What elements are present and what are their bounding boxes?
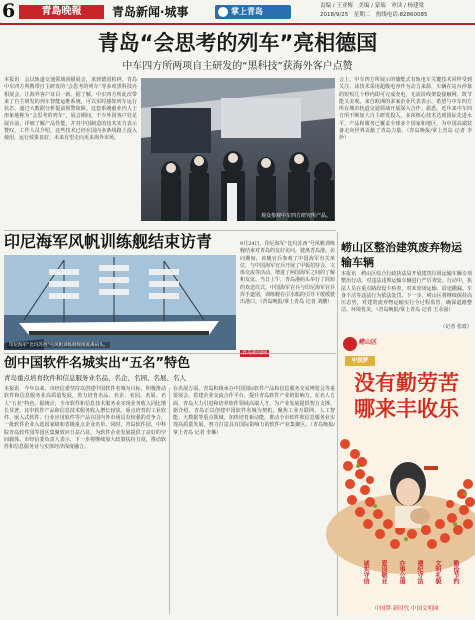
slogan-5: 文明礼貌 [434, 560, 441, 584]
slogan-3: 办事公道 [398, 560, 405, 584]
section-title: 青岛新闻·城事 [112, 5, 189, 19]
laoshan-body: 本报讯 崂山区综合行政执法局开展建筑垃圾运输车辆专项整治行动，对违法违规运输车辆进行严厉查处。行动中，执法人员在重点路段设卡检查，对未密闭运输、沿途撒漏、车身不洁等违法行为依法处罚。下一步，崂山区将继续保持高压态势，对建筑废弃物运输实行全过程监管，确保道路整洁、环境优美。（青岛晚报/掌上青岛 记者 王永强） [341, 271, 472, 314]
header-rule [0, 23, 475, 25]
navy-body: 9月24日，印尼海军“比玛苏西”号风帆训练舰结束对青岛的友好访问，驶离青岛港。访问期间，该舰官兵参观了中国海军有关单位，与中国海军官兵开展了甲板招待会、文体交流等活动，增进了两国海军之间的了解和友谊。当日上午，青岛港码头举行了简短的欢送仪式，中国海军官兵与印尼海军官兵挥手道别，训练舰在引水船的引导下缓缓驶出港口。（青岛晚报/掌上青岛 记者 刘鹏） [240, 241, 336, 306]
app-logo-icon [218, 7, 228, 17]
slogan-1: 诚实守信 [362, 560, 369, 584]
laoshan-credit: （记者 张政） [440, 324, 472, 330]
slogan-4: 遵纪守法 [416, 560, 423, 584]
poster-bottom-brand: 中国梦·新时代 中国文明网 [374, 606, 439, 612]
lead-photo-caption: 观众参观中车四方研究所产品。 [260, 213, 331, 219]
lead-body-left: 本报讯 会以轨道交通领域顶级展会，来到德国柏林。青岛中车四方所携带自主研发的“会思考的列车”等多项黑科技亮相展会，让海外客户耳目一新。据了解，中车四方所此次带来了自主研发的列车智能运维系统，可以实时感知列车运行状态，通过大数据分析提前预警故障。这套系统被业内人士形象地称为“会思考的列车”。展会期间，不少外国客户驻足展台前，详细了解产品性能，并对中国制造的技术实力表示赞叹。工作人员介绍，这些技术已经在国内多条线路上投入使用，运行效果良好，未来有望走向更多海外市场。 [4, 77, 137, 142]
laoshan-title: 崂山区整治建筑废弃物运输车辆 [341, 241, 462, 269]
civilization-poster [340, 334, 473, 616]
lead-subtitle: 中车四方所两项自主研发的“黑科技”获海外客户点赞 [122, 61, 353, 72]
software-body-right: 在名展方面，青岛积极承办中国国际软件产品和信息服务交易博览会等重要展会，搭建企业交流合作平台，提升青岛软件产业的影响力。在名人方面，青岛大力引进和培养软件领域高端人才，为产业发展提供智力支撑。据介绍，青岛正以创建中国软件名城为契机，聚焦工业互联网、人工智能、大数据等重点领域，加快培育新动能，推动全市软件和信息服务业实现高质量发展，努力打造具有国际影响力的软件产业集聚区。（青岛晚报/掌上青岛 记者 李琳） [173, 386, 335, 436]
navy-credit [240, 339, 335, 347]
navy-title: 印尼海军风帆训练舰结束访青 [4, 232, 213, 251]
software-title: 创中国软件名城实出“五名”特色 [4, 356, 191, 371]
app-badge-label: 掌上青岛 [231, 7, 263, 16]
software-subtitle: 青岛重点培育软件和信息服务业名品、名企、名园、名展、名人 [4, 374, 186, 382]
lead-bottom-rule [4, 230, 336, 231]
poster-title-line1: 没有勤劳苦 [354, 371, 459, 395]
lead-photo [141, 78, 335, 221]
poster-logo: 崂山区 [359, 339, 378, 346]
editor-line: 责编 / 王亚梅 美编 / 蒙瑞 审读 / 杨建梁 [320, 3, 425, 9]
slogan-2: 爱岗敬业 [380, 560, 387, 584]
poster-badge: 中国梦 [345, 356, 375, 366]
navy-photo [4, 255, 236, 350]
slogan-6: 勤俭节约 [452, 560, 459, 584]
lead-body-right: 会上，中车四方所展示的储能式有轨电车关键技术同样受到关注。该技术采用超级电容作为动力来源，车辆在站台停靠的短短几十秒内即可完成充电，无需沿线架设接触网，既节能又美观。来自欧洲的多家企业代表表示，希望与中车四方所在城市轨道交通领域开展深入合作。据悉，近年来中车四方所不断加大自主研发投入，多项核心技术达到国际先进水平，产品和服务已覆盖全球多个国家和地区，为中国高端装备走向世界贡献了青岛力量。（青岛晚报/掌上青岛 记者 李珍） [339, 77, 472, 142]
poster-slogans [355, 560, 459, 600]
lead-title: 青岛“会思考的列车”亮相德国 [97, 31, 378, 55]
software-column-rule [169, 388, 170, 614]
software-body-left: 本报讯 今年以来，市经信委坚持以创建中国软件名城为目标，积极推动软件和信息服务业高质量发展，着力培育名品、名企、名园、名展、名人“五名”特色。据统计，全市软件和信息技术服务业实现业务收入同比增长显著，其中软件产品和信息技术服务收入增长较快。重点培育的工业软件、嵌入式软件、行业应用软件等产品在国内外市场具有较强的竞争力，一批软件企业入选国家级和省级重点企业名单。同时，青岛软件园、中科院青岛软件园等园区集聚效应日益凸显，为软件企业发展提供了良好的空间载体。市经信委负责人表示，下一步将继续加大政策扶持力度，推动软件和信息服务业与实体经济深度融合。 [4, 386, 166, 451]
right-column-rule [337, 232, 338, 616]
page-number: 6 [2, 0, 16, 22]
paper-logo: 青島晚報 [19, 5, 104, 19]
poster-title-line2: 哪来丰收乐 [354, 397, 459, 421]
navy-photo-caption: 印尼海军“比玛苏西”号风帆训练舰缓缓驶离码头。 [9, 343, 109, 348]
page-header [0, 0, 475, 24]
date-line: 2018/9/25 星期二 热线电话:82860085 [320, 12, 428, 18]
navy-bottom-rule [4, 353, 336, 354]
app-badge [215, 5, 291, 19]
